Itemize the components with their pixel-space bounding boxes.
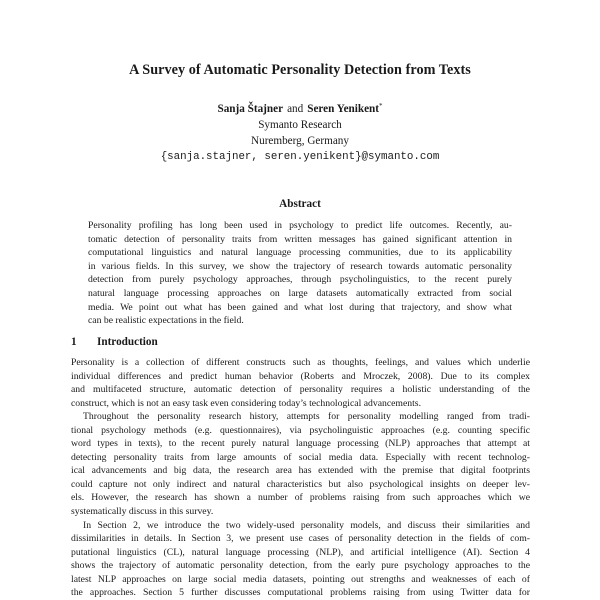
body-line: putational linguistics (CL), natural language processing (NLP), and artificial intelligence (AI). Section 4	[71, 546, 530, 558]
body-line: dissimilarities in details. In Section 3, we present use cases of personality detection in the fields of com-	[71, 533, 530, 545]
body-line: could capture not only indirect and natural characteristics but also psychological insights on deeper lev-	[71, 478, 530, 490]
author-2: Seren Yenikent	[307, 103, 380, 115]
paper-title: A Survey of Automatic Personality Detection from Texts	[129, 62, 471, 78]
author-footnote-mark: *	[379, 102, 383, 110]
location: Nuremberg, Germany	[251, 135, 349, 147]
abstract-line: computational linguistics and natural language processing communities, due to its applicability	[88, 247, 512, 259]
section-number: 1	[71, 336, 77, 348]
body-line: shows the trajectory of automatic personality detection, from the early pure psychology approaches to the	[71, 560, 530, 572]
author-email: {sanja.stajner, seren.yenikent}@symanto.com	[160, 151, 440, 163]
abstract-line: natural language processing approaches on large datasets automatically extracted from social	[88, 287, 512, 299]
body-line: and multifaceted structure, automatic detection of personality requires a holistic understanding of the	[71, 384, 530, 396]
section-heading	[71, 336, 158, 348]
abstract-line: Personality profiling has long been used in psychology to predict life outcomes. Recently, au-	[88, 220, 512, 231]
author-names	[0, 98, 600, 117]
abstract-line: detection from purely psychology approaches, through psycholinguistics, to the recent purely	[88, 274, 512, 286]
abstract-line: can be realistic expectations in the field.	[88, 315, 244, 327]
author-conjunction: and	[287, 103, 304, 115]
abstract-line: in various fields. In this survey, we show the trajectory of research towards automatic personality	[88, 260, 512, 272]
abstract-heading: Abstract	[279, 198, 321, 210]
body-line: individual differences and predict human behavior (Roberts and Mroczek, 2008). Due to its complex	[71, 370, 530, 382]
body-line: the approaches. Section 5 further discusses computational problems raising from using Twitter data for	[71, 587, 530, 599]
abstract-line: media. We point out what has been gained and what lost during that trajectory, and show what	[88, 301, 512, 313]
section-body	[71, 356, 530, 600]
body-line: In Section 2, we introduce the two widely-used personality models, and discuss their similarities and	[83, 519, 530, 531]
author-1: Sanja Štajner	[217, 103, 284, 115]
affiliation: Symanto Research	[258, 119, 342, 131]
abstract-body	[88, 219, 512, 328]
abstract-line: tomatic detection of personality traits from written messages has gained significant attention in	[88, 233, 512, 245]
section-title: Introduction	[97, 336, 158, 348]
body-line: Throughout the personality research history, attempts for personality modelling ranged from tradi-	[83, 411, 530, 423]
body-line: els. However, the research has shown a number of problems raising from such approaches which we	[71, 492, 530, 504]
body-line: construct, which is not an easy task even considering today’s technological advancements.	[71, 397, 421, 409]
body-line: word types in texts), to the recent purely natural language processing (NLP) approaches that attempt at	[71, 438, 530, 450]
body-line: tional psychology methods (e.g. questionnaires), via psycholinguistic approaches (e.g. counting specific	[71, 424, 530, 436]
body-line: latest NLP approaches on large social media datasets, pointing out strengths and weaknesses of each of	[71, 573, 530, 585]
author-block	[0, 98, 600, 165]
body-line: systematically discuss in this survey.	[71, 506, 214, 518]
body-line: Personality is a collection of different constructs such as thoughts, feelings, and values which underlie	[71, 357, 530, 368]
body-line: ical advancements and big data, the research area has extended with the premise that digital footprints	[71, 465, 530, 477]
body-line: detecting personality traits from large amounts of social media data. Especially with recent technolog-	[71, 451, 530, 463]
